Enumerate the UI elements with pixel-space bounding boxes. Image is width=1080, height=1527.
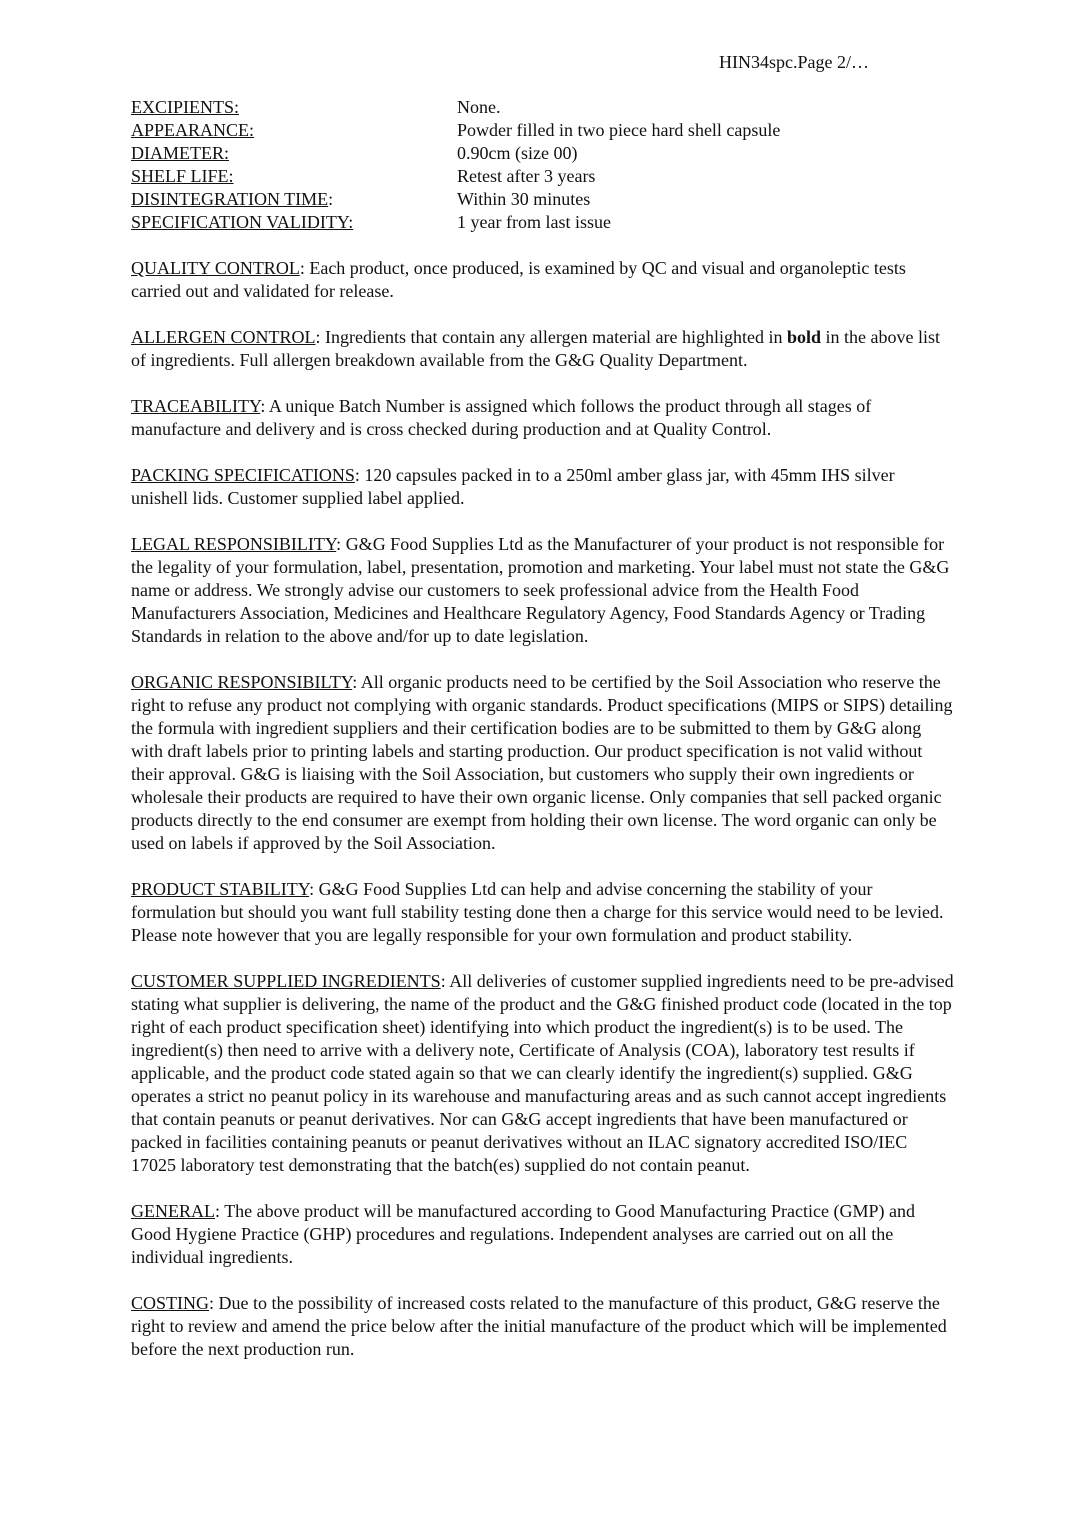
spec-value-specification-validity: 1 year from last issue [457,212,611,232]
section-body: G&G Food Supplies Ltd as the Manufacturer of your product is not responsible for the legality of your formulation, label, presentation, promotion and marketing. Your label must not state the G&G name or address. We strongly advise our customers to seek professional advice from the Health Food Manufacturers Association, Medicines and Healthcare Regulatory Agency, Food Standards Agency or Trading Standards in relation to the above and/for up to date legislation. [131,534,950,646]
section-product-stability: PRODUCT STABILITY: G&G Food Supplies Ltd can help and advise concerning the stability of your formulation but should you want full stability testing done then a charge for this service would need to be levied. Please note however that you are legally responsible for your own formulation and product stability. [131,879,944,945]
spec-label-disintegration-text: DISINTEGRATION TIME [131,189,329,209]
section-body: The above product will be manufactured according to Good Manufacturing Practice (GMP) and Good Hygiene Practice (GHP) procedures and regulations. Independent analyses are carried out on all the individual ingredients. [131,1201,915,1267]
section-heading: LEGAL RESPONSIBILITY [131,534,337,554]
spec-label-excipients: EXCIPIENTS: [131,97,239,117]
spec-label-appearance: APPEARANCE: [131,120,255,140]
section-general: GENERAL: The above product will be manufactured according to Good Manufacturing Practice (GMP) and Good Hygiene Practice (GHP) procedures and regulations. Independent analyses are carried out on all the individual ingredients. [131,1201,915,1267]
spec-table [131,96,956,234]
section-body-end: in the above list of ingredients. Full allergen breakdown available from the G&G Quality Department. [131,327,941,370]
section-body: All organic products need to be certified by the Soil Association who reserve the right to refuse any product not complying with organic standards. Product specifications (MIPS or SIPS) detailing the formula with ingredient suppliers and their certification bodies are to be submitted to them by G&G along with draft labels prior to printing labels and starting production. Our product specification is not valid without their approval. G&G is liaising with the Soil Association, but customers who supply their own ingredients or wholesale their products are required to have their own organic license. Only companies that sell packed organic products directly to the end consumer are exempt from holding their own license. The word organic can only be used on labels if approved by the Soil Association. [131,672,953,853]
spec-value-excipients: None. [457,97,501,117]
spec-label-disintegration-time: DISINTEGRATION TIME: [131,189,334,209]
section-costing: COSTING: Due to the possibility of increased costs related to the manufacture of this product, G&G reserve the right to review and amend the price below after the initial manufacture of the product which will be implemented before the next production run. [131,1293,947,1359]
section-allergen-control: ALLERGEN CONTROL: Ingredients that contain any allergen material are highlighted in bold in the above list of ingredients. Full allergen breakdown available from the G&G Quality Department. [131,327,941,370]
section-body: Due to the possibility of increased costs related to the manufacture of this product, G&G reserve the right to review and amend the price below after the initial manufacture of the product which will be implemented before the next production run. [131,1293,947,1359]
spec-label-diameter: DIAMETER: [131,143,229,163]
section-body-start: Ingredients that contain any allergen material are highlighted in [325,327,788,347]
page-reference: HIN34spc.Page 2/… [719,52,869,72]
spec-value-shelf-life: Retest after 3 years [457,166,596,186]
spec-label-shelf-life: SHELF LIFE: [131,166,234,186]
section-heading: ALLERGEN CONTROL [131,327,316,347]
section-heading: PRODUCT STABILITY [131,879,310,899]
section-heading: ORGANIC RESPONSIBILTY [131,672,353,692]
section-body: 120 capsules packed in to a 250ml amber glass jar, with 45mm IHS silver unishell lids. Customer supplied label applied. [131,465,895,508]
bold-word: bold [787,327,822,347]
section-heading: COSTING [131,1293,210,1313]
spec-label-specification-validity: SPECIFICATION VALIDITY: [131,212,354,232]
section-packing-specifications: PACKING SPECIFICATIONS: 120 capsules packed in to a 250ml amber glass jar, with 45mm IHS silver unishell lids. Customer supplied label applied. [131,465,895,508]
section-traceability: TRACEABILITY: A unique Batch Number is assigned which follows the product through all stages of manufacture and delivery and is cross checked during production and at Quality Control. [131,396,872,439]
section-heading: QUALITY CONTROL [131,258,300,278]
section-body: Each product, once produced, is examined by QC and visual and organoleptic tests carried out and validated for release. [131,258,906,301]
spec-value-diameter: 0.90cm (size 00) [457,143,578,163]
section-body: All deliveries of customer supplied ingredients need to be pre-advised stating what supplier is delivering, the name of the product and the G&G finished product code (located in the top right of each product specification sheet) identifying into which product the ingredient(s) is to be used. The ingredient(s) then need to arrive with a delivery note, Certificate of Analysis (COA), laboratory test results if applicable, and the product code stated again so that we can clearly identify the ingredient(s) supplied. G&G operates a strict no peanut policy in its warehouse and manufacturing areas and as such cannot accept ingredients that contain peanuts or peanut derivatives. Nor can G&G accept ingredients that have been manufactured or packed in facilities containing peanuts or peanut derivatives without an ILAC signatory accredited ISO/IEC 17025 laboratory test demonstrating that the batch(es) supplied do not contain peanut. [131,971,954,1175]
section-body: G&G Food Supplies Ltd can help and advise concerning the stability of your formulation but should you want full stability testing done then a charge for this service would need to be levied. Please note however that you are legally responsible for your own formulation and product stability. [131,879,944,945]
section-body: A unique Batch Number is assigned which follows the product through all stages of manufacture and delivery and is cross checked during production and at Quality Control. [131,396,872,439]
document-body [131,96,956,1361]
section-heading: CUSTOMER SUPPLIED INGREDIENTS [131,971,441,991]
section-heading: PACKING SPECIFICATIONS [131,465,355,485]
section-quality-control: QUALITY CONTROL: Each product, once produced, is examined by QC and visual and organoleptic tests carried out and validated for release. [131,258,906,301]
section-customer-supplied-ingredients: CUSTOMER SUPPLIED INGREDIENTS: All deliveries of customer supplied ingredients need to be pre-advised stating what supplier is delivering, the name of the product and the G&G finished product code (located in the top right of each product specification sheet) identifying into which product the ingredient(s) is to be used. The ingredient(s) then need to arrive with a delivery note, Certificate of Analysis (COA), laboratory test results if applicable, and the product code stated again so that we can clearly identify the ingredient(s) supplied. G&G operates a strict no peanut policy in its warehouse and manufacturing areas and as such cannot accept ingredients that contain peanuts or peanut derivatives. Nor can G&G accept ingredients that have been manufactured or packed in facilities containing peanuts or peanut derivatives without an ILAC signatory accredited ISO/IEC 17025 laboratory test demonstrating that the batch(es) supplied do not contain peanut. [131,971,954,1175]
section-heading: GENERAL [131,1201,215,1221]
section-heading: TRACEABILITY [131,396,261,416]
section-legal-responsibility: LEGAL RESPONSIBILITY: G&G Food Supplies Ltd as the Manufacturer of your product is not responsible for the legality of your formulation, label, presentation, promotion and marketing. Your label must not state the G&G name or address. We strongly advise our customers to seek professional advice from the Health Food Manufacturers Association, Medicines and Healthcare Regulatory Agency, Food Standards Agency or Trading Standards in relation to the above and/for up to date legislation. [131,534,950,646]
section-organic-responsibility: ORGANIC RESPONSIBILTY: All organic products need to be certified by the Soil Association who reserve the right to refuse any product not complying with organic standards. Product specifications (MIPS or SIPS) detailing the formula with ingredient suppliers and their certification bodies are to be submitted to them by G&G along with draft labels prior to printing labels and starting production. Our product specification is not valid without their approval. G&G is liaising with the Soil Association, but customers who supply their own ingredients or wholesale their products are required to have their own organic license. Only companies that sell packed organic products directly to the end consumer are exempt from holding their own license. The word organic can only be used on labels if approved by the Soil Association. [131,672,953,853]
spec-value-appearance: Powder filled in two piece hard shell capsule [457,120,781,140]
spec-value-disintegration-time: Within 30 minutes [457,189,591,209]
